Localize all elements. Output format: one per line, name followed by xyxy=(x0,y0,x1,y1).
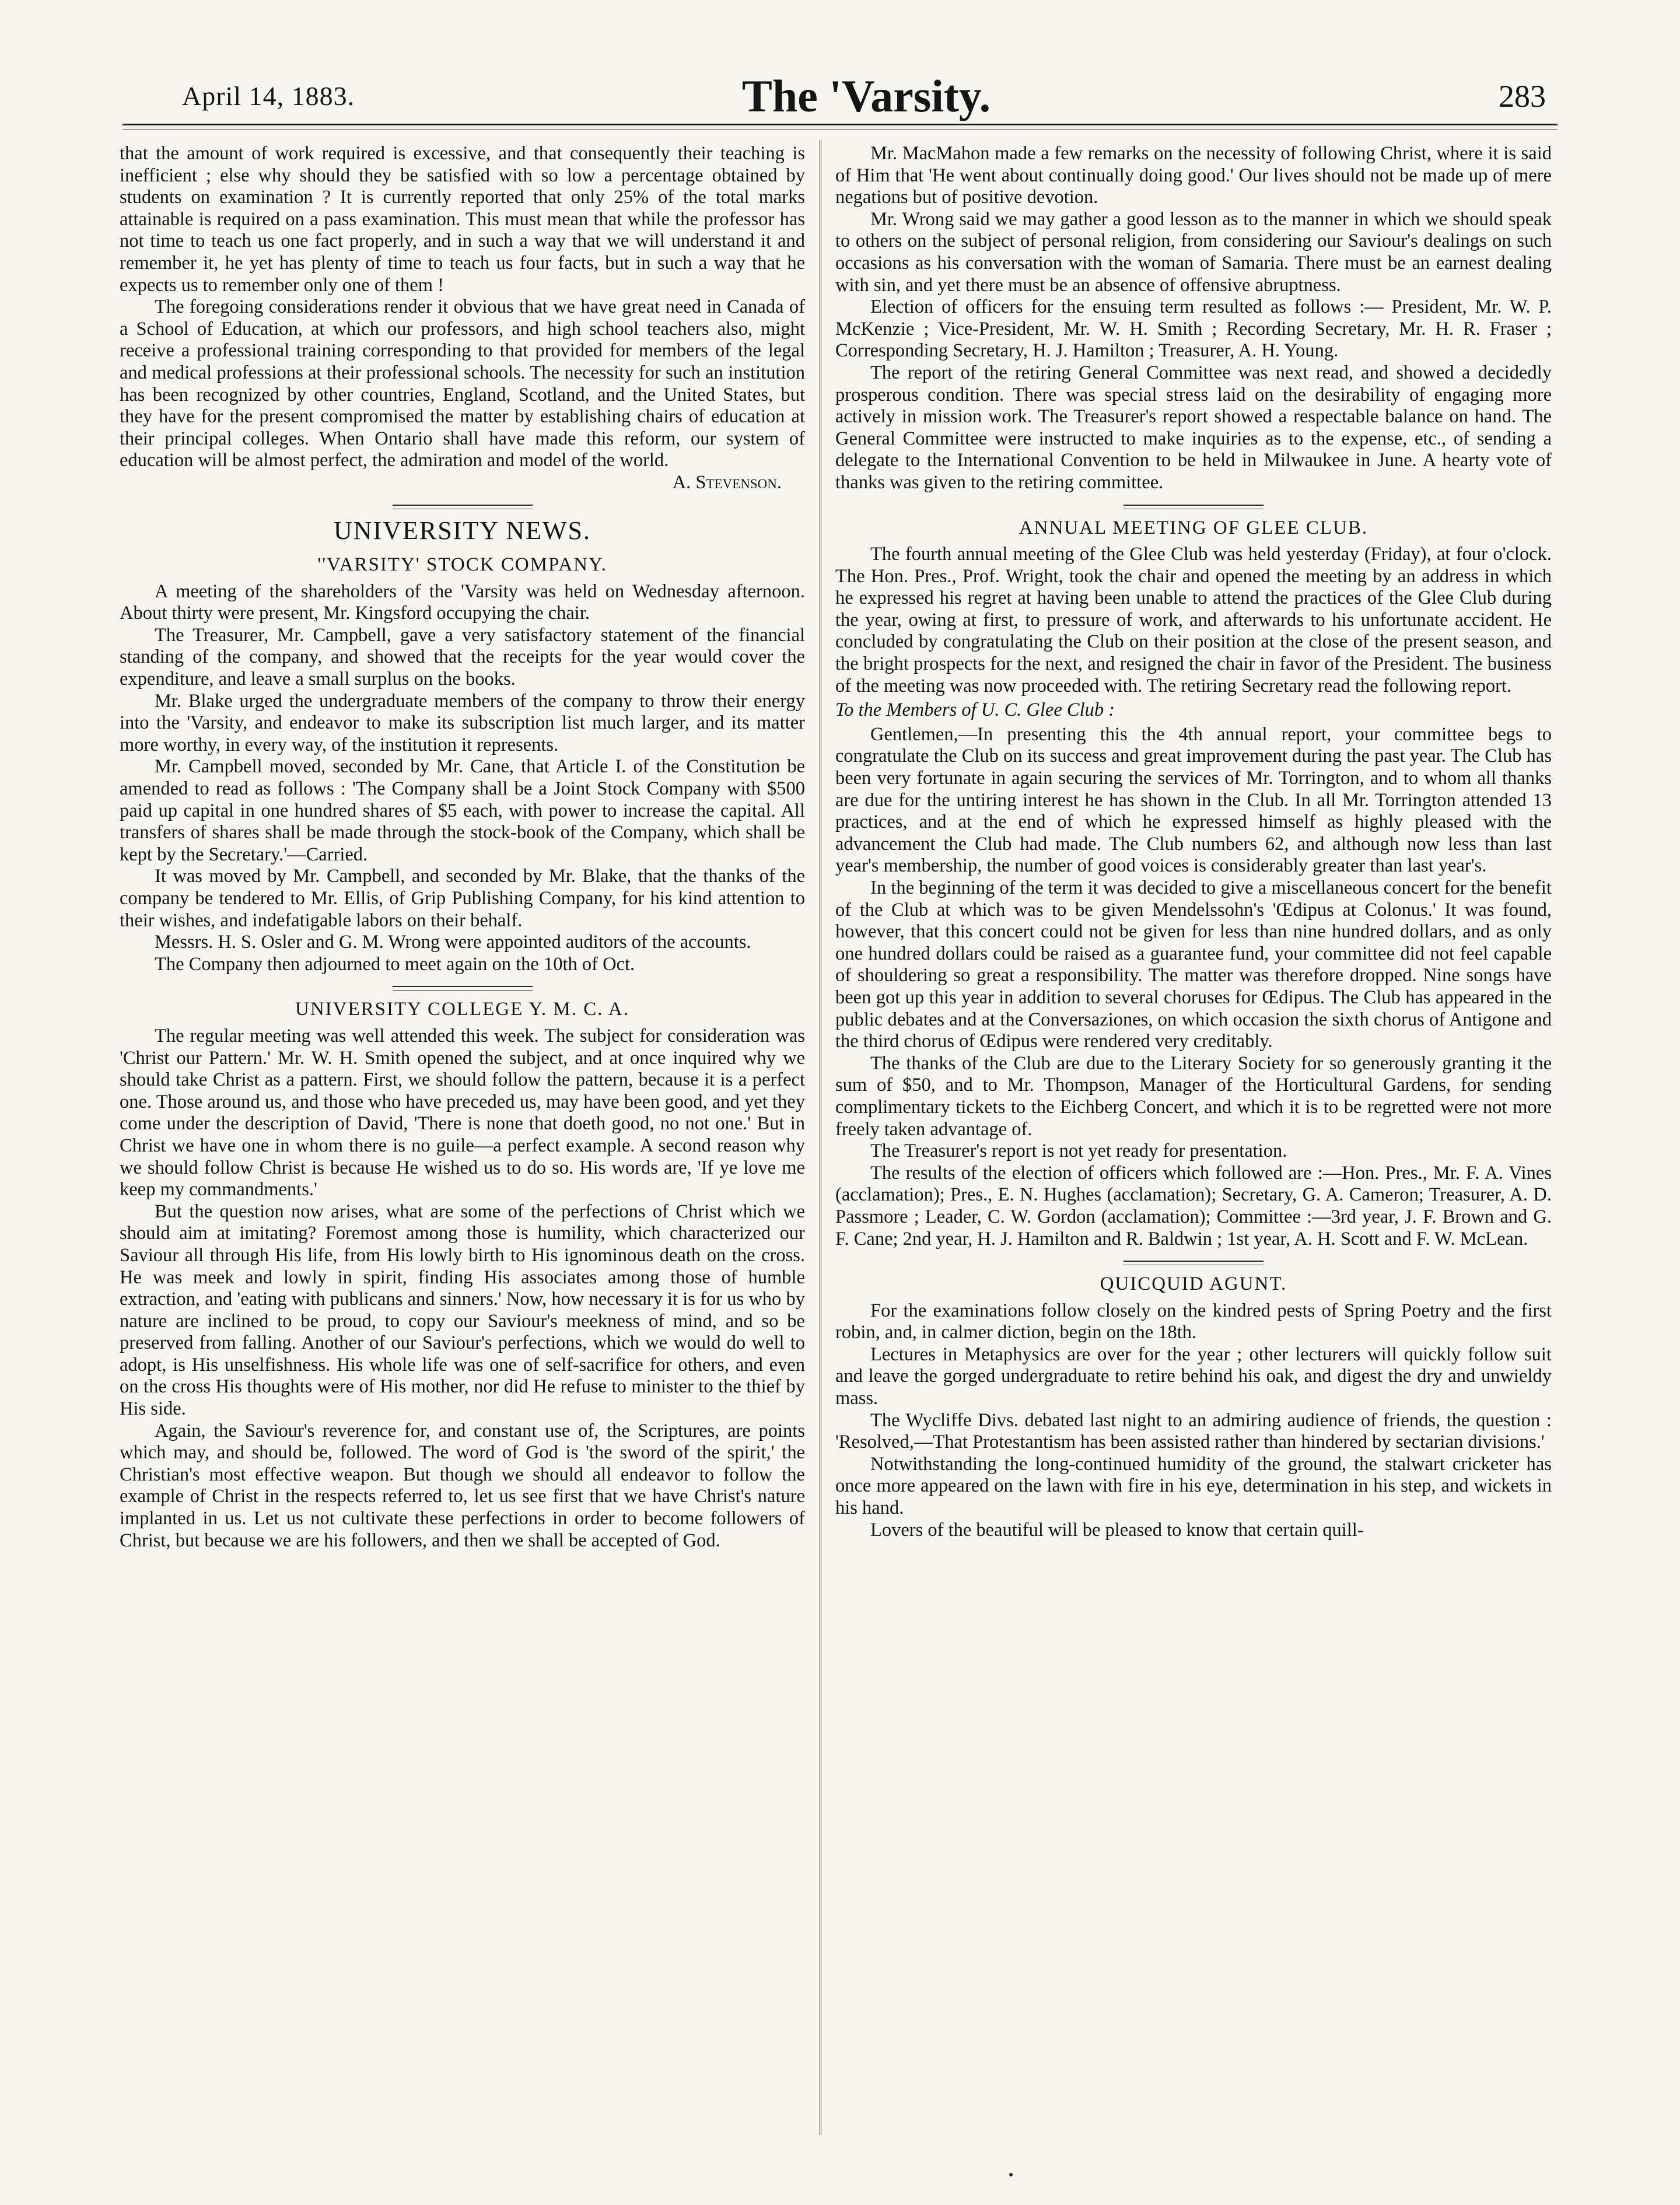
section-rule xyxy=(393,505,533,509)
quicquid-paragraph: Notwithstanding the long-continued humidity of the ground, the stalwart cricketer has once more appeared on the lawn with fire in his eye, determination in his step, and wickets in his hand. xyxy=(835,1453,1552,1519)
ymca-paragraph: But the question now arises, what are some of the perfections of Christ which we should aim at imitating? Foremost among those is humility, which characterized our Saviour all through His life, from His lowly birth to His ignominous death on the cross. He was meek and lowly in spirit, finding His associates among those of humble extraction, and 'eating with publicans and sinners.' Now, how necessary it is for us who by nature are inclined to be proud, to copy our Saviour's meekness of mind, and so be preserved from falling. Another of our Saviour's perfections, which we would do well to adopt, is His unselfishness. His whole life was one of self-sacrifice for others, and even on the cross His thoughts were of His mother, nor did He refuse to minister to the thief by His side. xyxy=(120,1200,805,1420)
ymca-paragraph: Election of officers for the ensuing term resulted as follows :— President, Mr. W. P. McKenzie ; Vice-President, Mr. W. H. Smith ; Recording Secretary, Mr. H. R. Fraser ; Corresponding Secretary, H. J. Hamilton ; Treasurer, A. H. Young. xyxy=(835,296,1552,362)
ymca-paragraph: Mr. MacMahon made a few remarks on the necessity of following Christ, where it is said of Him that 'He went about continually doing good.' Our lives should not be made up of mere negations but of positive devotion. xyxy=(835,143,1552,208)
issue-date: April 14, 1883. xyxy=(182,81,355,111)
heading-quicquid-agunt: QUICQUID AGUNT. xyxy=(1100,1273,1287,1295)
stock-paragraph: Messrs. H. S. Osler and G. M. Wrong were appointed auditors of the accounts. xyxy=(155,932,751,953)
quicquid-paragraph: The Wycliffe Divs. debated last night to an admiring audience of friends, the question : 'Resolved,—That Protestantism has been assisted rather than hindered by sectarian divisions.' xyxy=(835,1409,1552,1453)
glee-report-paragraph: Gentlemen,—In presenting this the 4th annual report, your committee begs to congratulate the Club on its success and great improvement during the past year. The Club has been very fortunate in again securing the services of Mr. Torrington, and to whom all thanks are due for the untiring interest he has shown in the Club. In all Mr. Torrington attended 13 practices, and at the end of which he expressed himself as highly pleased with the advancement the Club had made. The Club numbers 62, and although now less than last year's membership, the number of good voices is considerably greater than last year's. xyxy=(835,723,1552,877)
header-rule xyxy=(123,124,1558,130)
ymca-paragraph: The regular meeting was well attended this week. The subject for consideration was 'Christ our Pattern.' Mr. W. H. Smith opened the subject, and at once inquired why we should take Christ as a pattern. First, we should follow the pattern, because it is a perfect one. Those around us, and those who have preceded us, may have been good, and yet they come under the description of David, 'There is none that doeth good, no not one.' But in Christ we have one in whom there is no guile—a perfect example. A second reason why we should follow Christ is because He wished us to do so. His words are, 'If ye love me keep my commandments.' xyxy=(120,1025,805,1200)
left-column xyxy=(120,143,805,1552)
stock-paragraph: The Treasurer, Mr. Campbell, gave a very satisfactory statement of the financial standing of the company, and showed that the receipts for the year would cover the expenditure, and leave a small surplus on the books. xyxy=(120,624,805,690)
section-heading-university-news: UNIVERSITY NEWS. xyxy=(334,516,591,545)
stock-paragraph: The Company then adjourned to meet again on the 10th of Oct. xyxy=(155,953,635,975)
ymca-paragraph: The report of the retiring General Committee was next read, and showed a decidedly prosperous condition. There was special stress laid on the desirability of engaging more actively in mission work. The Treasurer's report showed a respectable balance on hand. The General Committee were instructed to make inquiries as to the expense, etc., of sending a delegate to the International Convention to be held in Milwaukee in June. A hearty vote of thanks was given to the retiring committee. xyxy=(835,362,1552,493)
stock-paragraph: It was moved by Mr. Campbell, and seconded by Mr. Blake, that the thanks of the company be tendered to Mr. Ellis, of Grip Publishing Company, for his kind attention to their wishes, and indefatigable labors on their behalf. xyxy=(120,866,805,931)
page-number: 283 xyxy=(1499,79,1546,114)
column-divider xyxy=(820,140,821,2135)
glee-report-address: To the Members of U. C. Glee Club : xyxy=(835,699,1115,721)
right-column xyxy=(835,143,1552,1541)
stock-paragraph: A meeting of the shareholders of the 'Varsity was held on Wednesday afternoon. About thirty were present, Mr. Kingsford occupying the chair. xyxy=(120,580,805,624)
heading-glee-club: ANNUAL MEETING OF GLEE CLUB. xyxy=(1019,517,1368,538)
glee-report-paragraph: The Treasurer's report is not yet ready for presentation. xyxy=(870,1140,1287,1162)
quicquid-paragraph: For the examinations follow closely on the kindred pests of Spring Poetry and the first robin, and, in calmer diction, begin on the 18th. xyxy=(835,1300,1552,1343)
section-rule xyxy=(1124,1261,1264,1265)
ymca-paragraph: Again, the Saviour's reverence for, and constant use of, the Scriptures, are points which may, and should be, followed. The word of God is 'the sword of the spirit,' the Christian's most effective weapon. But though we should all endeavor to follow the example of Christ in the respects referred to, let us see first that we have Christ's nature implanted in us. Let us not cultivate these perfections in order to become followers of Christ, but because we are his followers, and then we shall be accepted of God. xyxy=(120,1420,805,1551)
stock-paragraph: Mr. Blake urged the undergraduate members of the company to throw their energy into the 'Varsity, and endeavor to make its subscription list much larger, and its matter more worthy, in every way, of the institution it represents. xyxy=(120,690,805,755)
article-paragraph: that the amount of work required is excessive, and that consequently their teaching is inefficient ; else why should they be satisfied with so low a percentage obtained by students on examination ? It is currently reported that only 25% of the total marks attainable is required on a pass examination. This must mean that while the professor has not time to teach us one fact properly, and in such a way that we will understand it and remember it, he yet has plenty of time to teach us four facts, but in such a way that he expects us to remember only one of them ! xyxy=(120,143,805,296)
article-paragraph: The foregoing considerations render it obvious that we have great need in Canada of a School of Education, at which our professors, and high school teachers also, might receive a professional training corresponding to that provided for members of the legal and medical professions at their professional schools. The necessity for such an institution has been recognized by other countries, England, Scotland, and the United States, but they have for the present compromised the matter by establishing chairs of education at their principal colleges. When Ontario shall have made this reform, our system of education will be almost perfect, the admiration and model of the world. xyxy=(120,296,805,471)
glee-report-paragraph: The results of the election of officers which followed are :—Hon. Pres., Mr. F. A. Vines (acclamation); Pres., E. N. Hughes (acclamation); Secretary, G. A. Cameron; Treasurer, A. D. Passmore ; Leader, C. W. Gordon (acclamation); Committee :—3rd year, J. F. Brown and G. F. Cane; 2nd year, H. J. Hamilton and R. Baldwin ; 1st year, A. H. Scott and F. W. McLean. xyxy=(835,1162,1552,1250)
stock-paragraph: Mr. Campbell moved, seconded by Mr. Cane, that Article I. of the Constitution be amended to read as follows : 'The Company shall be a Joint Stock Company with $500 paid up capital in one hundred shares of $5 each, with power to increase the capital. All transfers of shares shall be made through the stock-book of the Company, which shall be kept by the Secretary.'—Carried. xyxy=(120,756,805,865)
glee-report-paragraph: In the beginning of the term it was decided to give a miscellaneous concert for the benefit of the Club at which was to be given Mendelssohn's 'Œdipus at Colonus.' It was found, however, that this concert could not be given for less than nine hundred dollars, and as only one hundred dollars could be raised as a guarantee fund, your committee did not feel capable of shouldering so great a responsibility. The matter was therefore dropped. Nine songs have been got up this year in addition to several choruses for Œdipus. The Club has appeared in the public debates and at the Conversaziones, on which occasion the sixth chorus of Antigone and the third chorus of Œdipus were rendered very creditably. xyxy=(835,877,1552,1052)
heading-ymca: UNIVERSITY COLLEGE Y. M. C. A. xyxy=(295,999,630,1020)
glee-paragraph: The fourth annual meeting of the Glee Club was held yesterday (Friday), at four o'clock. The Hon. Pres., Prof. Wright, took the chair and opened the meeting by an address in which he expressed his regret at having been unable to attend the practices of the Glee Club during the year, owing at first, to pressure of work, and afterwards to his unfortunate accident. He concluded by congratulating the Club on their position at the close of the present season, and the bright prospects for the next, and resigned the chair in favor of the President. The business of the meeting was now proceeded with. The retiring Secretary read the following report. xyxy=(835,544,1552,696)
section-rule xyxy=(1124,505,1264,509)
quicquid-paragraph: Lovers of the beautiful will be pleased to know that certain quill- xyxy=(870,1519,1364,1541)
section-rule xyxy=(393,986,533,991)
print-mark xyxy=(1009,2173,1013,2176)
ymca-paragraph: Mr. Wrong said we may gather a good lesson as to the manner in which we should speak to others on the subject of personal religion, from considering our Saviour's dealings on such occasions as his conversation with the woman of Samaria. There must be an earnest dealing with sin, and yet there must be an absence of offensive abruptness. xyxy=(835,208,1552,296)
masthead xyxy=(175,70,1558,123)
quicquid-paragraph: Lectures in Metaphysics are over for the year ; other lecturers will quickly follow suit and leave the gorged undergraduate to retire behind his oak, and digest the dry and unwieldy mass. xyxy=(835,1343,1552,1409)
glee-report-paragraph: The thanks of the Club are due to the Literary Society for so generously granting it the sum of $50, and to Mr. Thompson, Manager of the Horticultural Gardens, for sending complimentary tickets to the Eichberg Concert, and which it is to be regretted were not more freely taken advantage of. xyxy=(835,1052,1552,1140)
newspaper-title: The 'Varsity. xyxy=(741,71,991,121)
heading-stock-company: ''VARSITY' STOCK COMPANY. xyxy=(317,554,607,576)
author-signature: A. Stevenson. xyxy=(672,471,782,493)
